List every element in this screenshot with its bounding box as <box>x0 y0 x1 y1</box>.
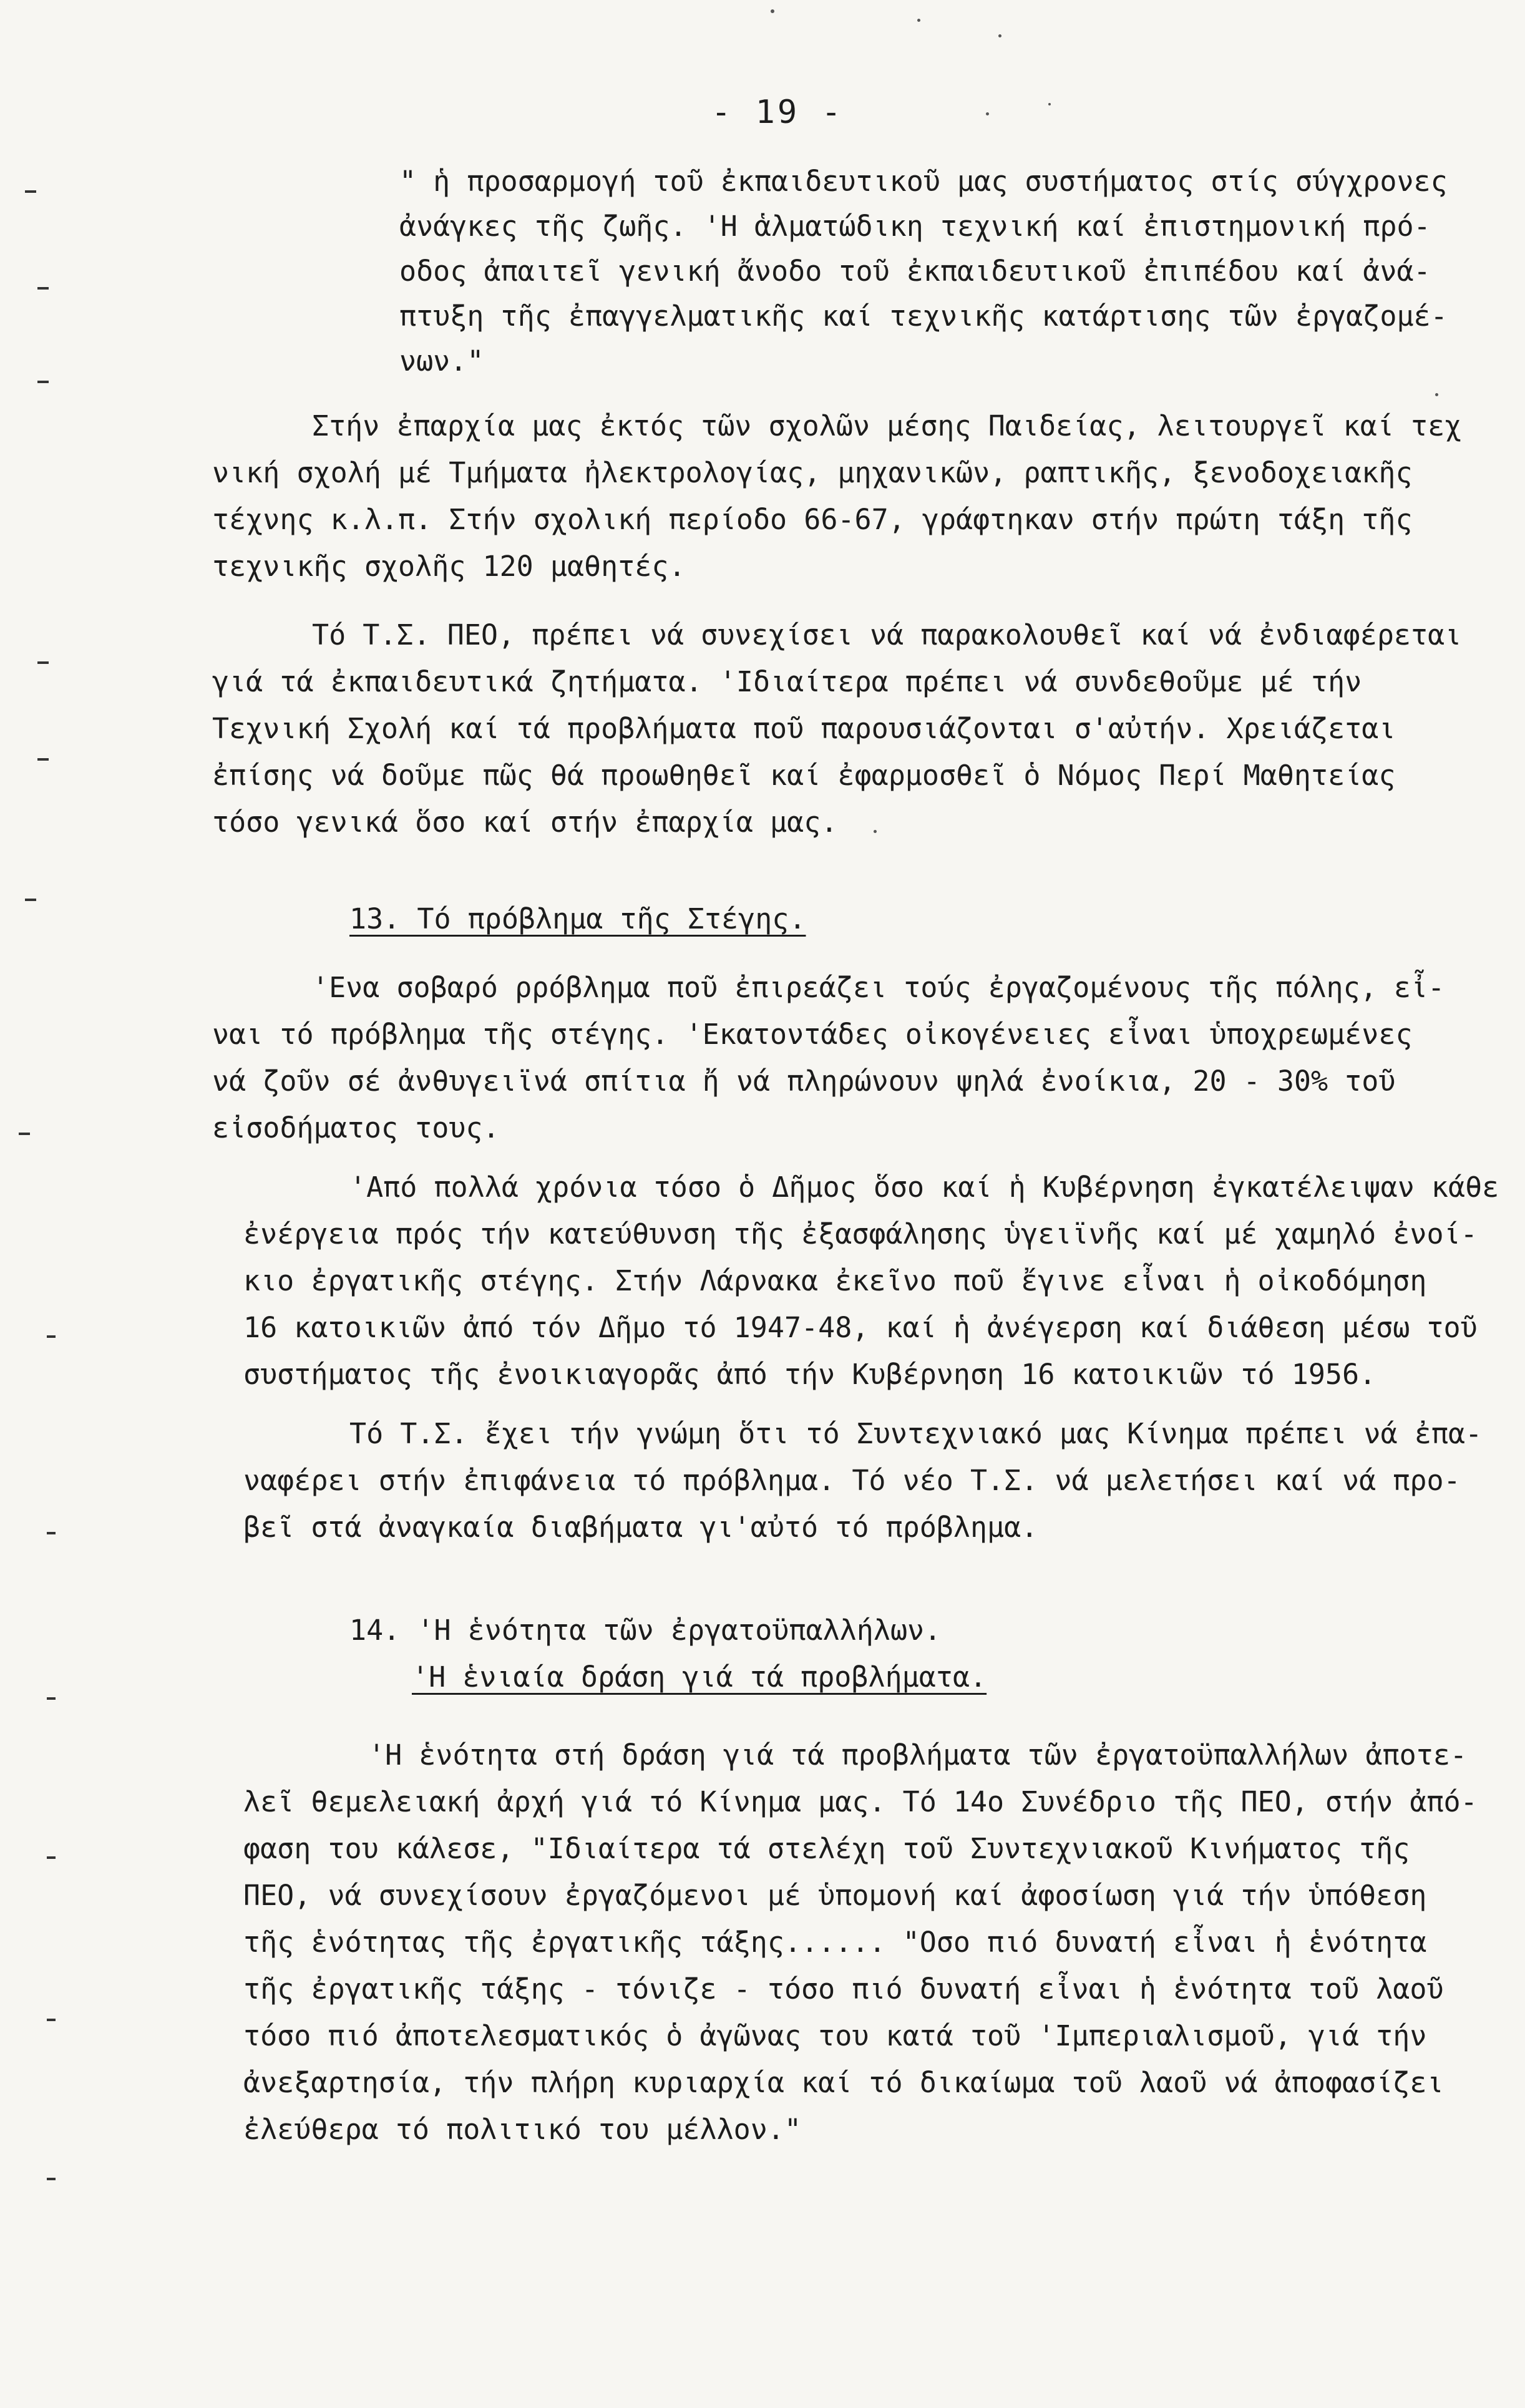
scan-mark <box>47 1335 56 1338</box>
scan-speck <box>917 19 920 22</box>
text-line: ναφέρει στήν ἐπιφάνεια τό πρόβλημα. Τό νέο Τ.Σ. νά μελετήσει καί νά προ- <box>243 1464 1461 1497</box>
scan-speck <box>771 9 774 13</box>
scan-speck <box>986 112 989 115</box>
text-line: γιά τά ἐκπαιδευτικά ζητήματα. 'Ιδιαίτερα πρέπει νά συνδεθοῦμε μέ τήν <box>212 665 1362 698</box>
scan-mark <box>37 661 49 664</box>
text-line: βεῖ στά ἀναγκαία διαβήματα γι'αὐτό τό πρόβλημα. <box>243 1511 1038 1544</box>
text-line: συστήματος τῆς ἐνοικιαγορᾶς ἀπό τήν Κυβέρνηση 16 κατοικιῶν τό 1956. <box>243 1358 1376 1391</box>
scan-mark <box>47 2019 56 2021</box>
text-line: τέχνης κ.λ.π. Στήν σχολική περίοδο 66-67, γράφτηκαν στήν πρώτη τάξη τῆς <box>212 503 1413 536</box>
section-13-heading: 13. Τό πρόβλημα τῆς Στέγης. <box>349 902 806 935</box>
scan-mark <box>25 899 36 901</box>
text-line: τεχνικῆς σχολῆς 120 μαθητές. <box>212 550 686 583</box>
text-line: ἐνέργεια πρός τήν κατεύθυνση τῆς ἐξασφάλησης ὑγειϊνῆς καί μέ χαμηλό ἐνοί- <box>243 1217 1478 1250</box>
section-14-heading: 14. 'Η ἑνότητα τῶν ἐργατοϋπαλλήλων. <box>349 1614 942 1647</box>
text-line: νων." <box>399 344 484 378</box>
text-line: 16 κατοικιῶν ἀπό τόν Δῆμο τό 1947-48, καί ἡ ἀνέγερση καί διάθεση μέσω τοῦ <box>243 1311 1478 1344</box>
text-line: νική σχολή μέ Τμήματα ἠλεκτρολογίας, μηχανικῶν, ραπτικῆς, ξενοδοχειακῆς <box>212 456 1413 489</box>
text-line: ἀνεξαρτησία, τήν πλήρη κυριαρχία καί τό δικαίωμα τοῦ λαοῦ νά ἀποφασίζει <box>243 2066 1444 2099</box>
text-line: φαση του κάλεσε, "Ιδιαίτερα τά στελέχη τοῦ Συντεχνιακοῦ Κινήματος τῆς <box>243 1832 1410 1865</box>
text-line: λεῖ θεμελειακή ἀρχή γιά τό Κίνημα μας. Τό 14ο Συνέδριο τῆς ΠΕΟ, στήν ἀπό- <box>243 1785 1478 1818</box>
text-line: 'Ενα σοβαρό ρρόβλημα ποῦ ἐπιρεάζει τούς ἐργαζομένους τῆς πόλης, εἶ- <box>312 971 1445 1004</box>
scan-mark <box>47 1697 56 1700</box>
text-line: ναι τό πρόβλημα τῆς στέγης. 'Εκατοντάδες οἰκογένειες εἶναι ὑποχρεωμένες <box>212 1018 1413 1051</box>
text-line: οδος ἀπαιτεῖ γενική ἄνοδο τοῦ ἐκπαιδευτικοῦ ἐπιπέδου καί ἀνά- <box>399 255 1431 288</box>
text-line: Τό Τ.Σ. ἔχει τήν γνώμη ὅτι τό Συντεχνιακό μας Κίνημα πρέπει νά ἐπα- <box>349 1417 1483 1450</box>
text-line: ἐπίσης νά δοῦμε πῶς θά προωθηθεῖ καί ἐφαρμοσθεῖ ὁ Νόμος Περί Μαθητείας <box>212 759 1396 792</box>
text-line: τόσο πιό ἀποτελεσματικός ὁ ἀγῶνας του κατά τοῦ 'Ιμπεριαλισμοῦ, γιά τήν <box>243 2019 1427 2052</box>
text-line: τόσο γενικά ὅσο καί στήν ἐπαρχία μας. <box>212 806 838 839</box>
text-line: 'Από πολλά χρόνια τόσο ὁ Δῆμος ὅσο καί ἡ Κυβέρνηση ἐγκατέλειψαν κάθε <box>349 1171 1499 1204</box>
scan-speck <box>1048 103 1051 105</box>
text-line: ἐλεύθερα τό πολιτικό του μέλλον." <box>243 2113 802 2146</box>
text-line: νά ζοῦν σέ ἀνθυγειϊνά σπίτια ἤ νά πληρώνουν ψηλά ἐνοίκια, 20 - 30% τοῦ <box>212 1065 1396 1098</box>
scan-mark <box>37 287 49 290</box>
scan-mark <box>37 758 49 761</box>
scan-mark <box>19 1133 30 1135</box>
scan-speck <box>998 34 1001 37</box>
page-number: - 19 - <box>711 94 844 131</box>
text-line: ἀνάγκες τῆς ζωῆς. 'Η ἁλματώδικη τεχνική καί ἐπιστημονική πρό- <box>399 210 1431 243</box>
text-line: 'Η ἑνότητα στή δράση γιά τά προβλήματα τῶν ἐργατοϋπαλλήλων ἀποτε- <box>368 1738 1467 1772</box>
scan-mark <box>25 190 36 193</box>
text-line: κιο ἐργατικῆς στέγης. Στήν Λάρνακα ἐκεῖνο ποῦ ἔγινε εἶναι ἡ οἰκοδόμηση <box>243 1264 1427 1297</box>
text-line: τῆς ἐργατικῆς τάξης - τόνιζε - τόσο πιό δυνατή εἶναι ἡ ἑνότητα τοῦ λαοῦ <box>243 1972 1444 2006</box>
text-line: τῆς ἑνότητας τῆς ἐργατικῆς τάξης...... "Οσο πιό δυνατή εἶναι ἡ ἑνότητα <box>243 1926 1427 1959</box>
scan-speck <box>874 830 877 833</box>
text-line: Στήν ἐπαρχία μας ἐκτός τῶν σχολῶν μέσης Παιδείας, λειτουργεῖ καί τεχ <box>312 409 1462 442</box>
text-line: Τό Τ.Σ. ΠΕΟ, πρέπει νά συνεχίσει νά παρακολουθεῖ καί νά ἐνδιαφέρεται <box>312 618 1462 651</box>
text-line: ΠΕΟ, νά συνεχίσουν ἐργαζόμενοι μέ ὑπομονή καί ἀφοσίωση γιά τήν ὑπόθεση <box>243 1879 1427 1912</box>
text-line: " ἡ προσαρμογή τοῦ ἐκπαιδευτικοῦ μας συστήματος στίς σύγχρονες <box>399 165 1448 198</box>
scan-speck <box>1435 393 1438 396</box>
text-line: εἰσοδήματος τους. <box>212 1111 500 1144</box>
scan-mark <box>47 1532 56 1534</box>
scan-mark <box>37 381 49 383</box>
text-line: Τεχνική Σχολή καί τά προβλήματα ποῦ παρουσιάζονται σ'αὐτήν. Χρειάζεται <box>212 712 1396 745</box>
scan-mark <box>47 2178 56 2180</box>
scan-mark <box>47 1856 56 1859</box>
text-line: πτυξη τῆς ἐπαγγελματικῆς καί τεχνικῆς κατάρτισης τῶν ἐργαζομέ- <box>399 300 1448 333</box>
section-14-subheading: 'Η ἑνιαία δράση γιά τά προβλήματα. <box>412 1660 987 1694</box>
